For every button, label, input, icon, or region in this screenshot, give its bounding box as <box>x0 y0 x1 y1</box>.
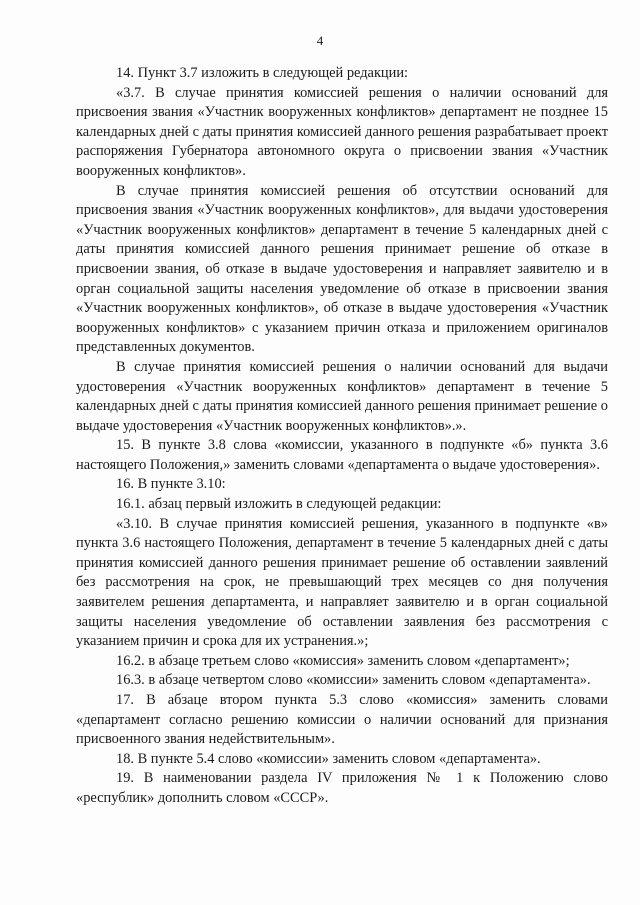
paragraph-17: 17. В абзаце втором пункта 5.3 слово «комиссия» заменить словами «департамент согласно решению комиссии о наличии оснований для признания присвоенного звания недействительным». <box>76 692 608 748</box>
paragraph-18: 18. В пункте 5.4 слово «комиссии» заменить словом «департамента». <box>116 750 541 767</box>
paragraph-15: 15. В пункте 3.8 слова «комиссии, указанного в подпункте «б» пункта 3.6 настоящего Положения,» заменить словами «департамента о выдаче удостоверения». <box>76 437 608 473</box>
paragraph-issuance: В случае принятия комиссией решения о наличии оснований для выдачи удостоверения «Участник вооруженных конфликтов» департамент в течение 5 календарных дней с даты принятия комиссией данного решения принимает решение о выдаче удостоверения «Участник вооруженных конфликтов».». <box>76 358 608 434</box>
paragraph-16: 16. В пункте 3.10: <box>116 476 226 493</box>
paragraph-refusal: В случае принятия комиссией решения об отсутствии оснований для присвоения звания «Участник вооруженных конфликтов», для выдачи удостоверения «Участник вооруженных конфликтов» департамент в течение 5 календарных дней с даты принятия комиссией данного решения принимает решение об отказе в присвоении звания, об отказе в выдаче удостоверения и направляет заявителю и в орган социальной защиты населения уведомление об отказе в присвоении звания «Участник вооруженных конфликтов», об отказе в выдаче удостоверения «Участник вооруженных конфликтов» с указанием причин отказа и приложением оригиналов представленных документов. <box>76 182 608 356</box>
paragraph-3-7-quote: «3.7. В случае принятия комиссией решения о наличии оснований для присвоения звания «Участник вооруженных конфликтов» департамент не позднее 15 календарных дней с даты принятия комиссией данного решения разрабатывает проект распоряжения Губернатора автономного округа о присвоении звания «Участник вооруженных конфликтов». <box>76 84 608 179</box>
paragraph-16-2: 16.2. в абзаце третьем слово «комиссия» заменить словом «департамент»; <box>116 652 570 669</box>
paragraph-3-10-quote: «3.10. В случае принятия комиссией решения, указанного в подпункте «в» пункта 3.6 настоящего Положения, департамент в течение 5 календарных дней с даты принятия комиссией данного решения принимает решение об оставлении заявлений без рассмотрения на срок, не превышающий трех месяцев со дня получения заявителем решения департамента, и направляет заявителю и в орган социальной защиты населения уведомление об оставлении заявления без рассмотрения с указанием причин и срока для их устранения.»; <box>76 515 608 650</box>
document-body <box>76 64 608 809</box>
paragraph-14: 14. Пункт 3.7 изложить в следующей редакции: <box>116 65 409 81</box>
page-number: 4 <box>316 33 324 48</box>
paragraph-19: 19. В наименовании раздела IV приложения № 1 к Положению слово «республик» дополнить словом «СССР». <box>76 770 608 806</box>
paragraph-16-3: 16.3. в абзаце четвертом слово «комиссии» заменить словом «департамента». <box>116 672 591 689</box>
paragraph-16-1: 16.1. абзац первый изложить в следующей редакции: <box>116 496 442 513</box>
